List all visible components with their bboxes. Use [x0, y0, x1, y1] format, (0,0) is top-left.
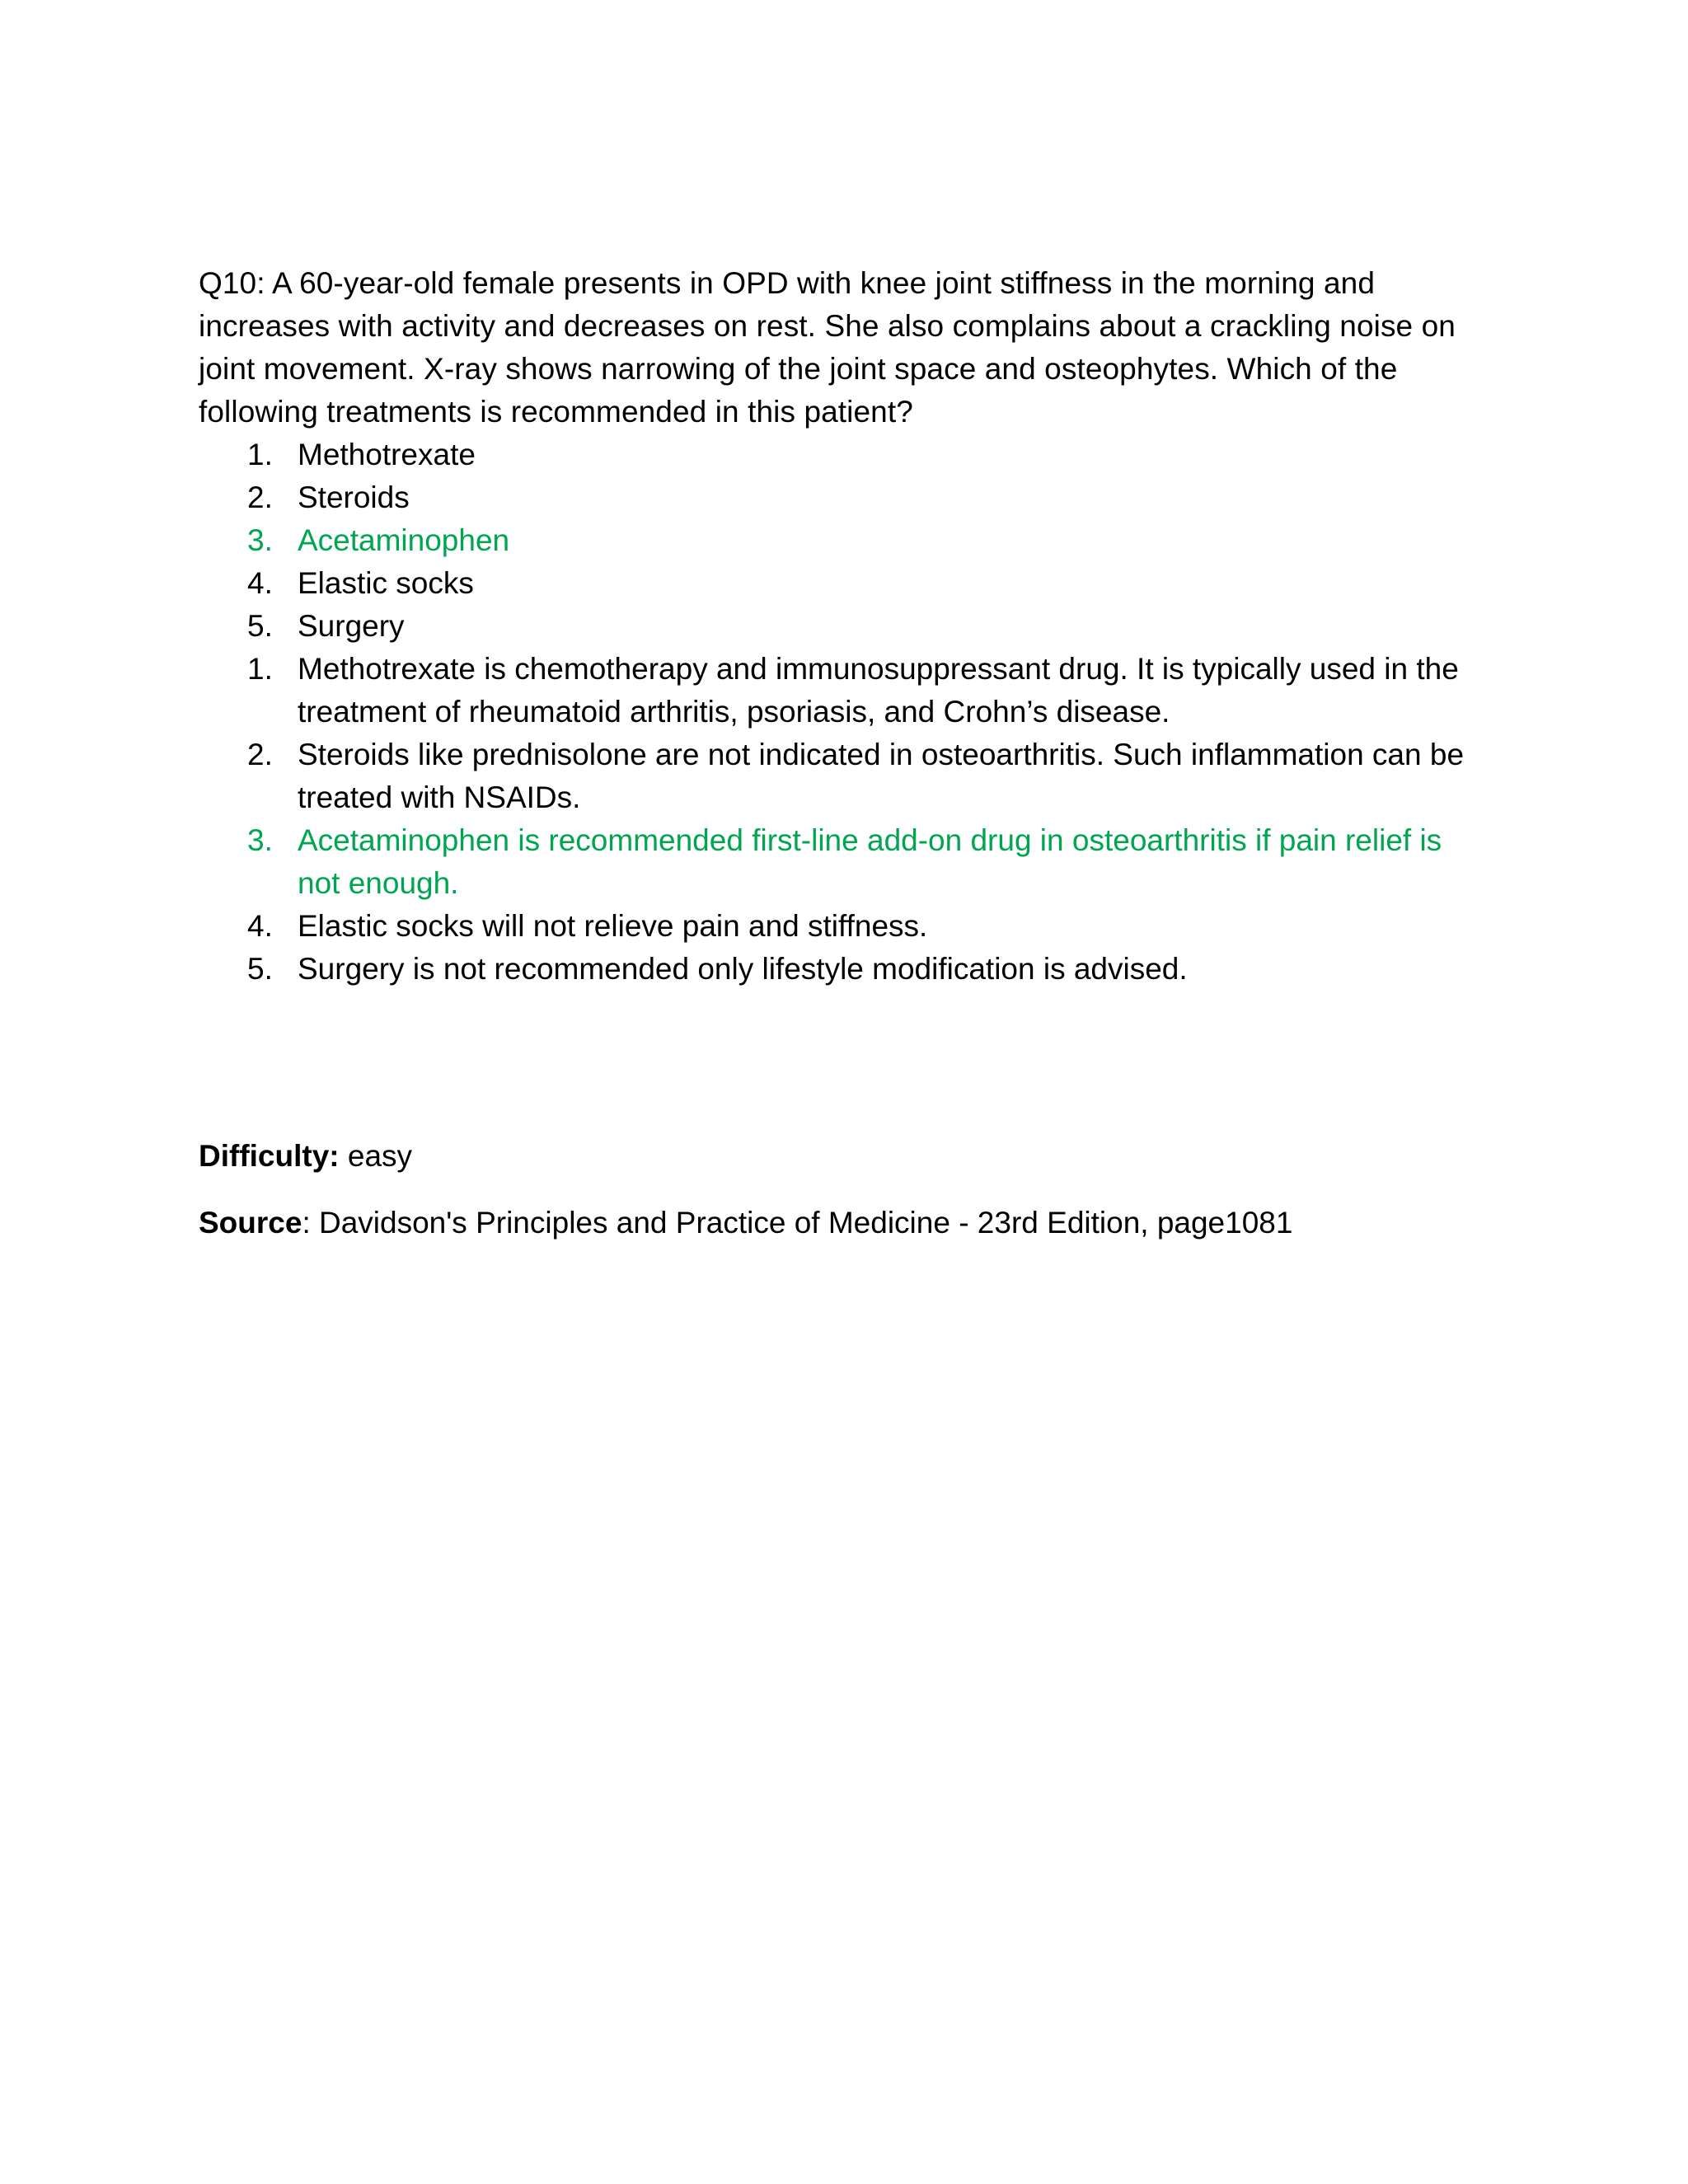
source-label: Source — [199, 1206, 302, 1240]
explanation-text: Methotrexate is chemotherapy and immunosuppressant drug. It is typically used in the treatment of rheumatoid arthritis, psoriasis, and Crohn’s disease. — [298, 652, 1459, 729]
option-text: Elastic socks — [298, 566, 474, 600]
explanations-list — [199, 648, 1484, 991]
explanation-item-1 — [199, 648, 1484, 733]
explanation-number: 1. — [247, 652, 273, 686]
explanation-text: Elastic socks will not relieve pain and stiffness. — [298, 909, 928, 943]
explanation-item-3-correct — [199, 819, 1484, 905]
explanation-number: 2. — [247, 738, 273, 771]
difficulty-label: Difficulty: — [199, 1139, 340, 1173]
difficulty-line — [199, 1135, 1484, 1178]
explanation-number: 4. — [247, 909, 273, 943]
option-number: 2. — [247, 480, 273, 514]
option-number: 3. — [247, 523, 273, 557]
explanation-text: Surgery is not recommended only lifestyle modification is advised. — [298, 952, 1188, 986]
option-text: Methotrexate — [298, 438, 476, 471]
source-line — [199, 1202, 1484, 1244]
source-value: : Davidson's Principles and Practice of Medicine - 23rd Edition, page1081 — [302, 1206, 1293, 1240]
option-text: Acetaminophen — [298, 523, 510, 557]
option-item-2 — [199, 476, 1484, 519]
explanation-number: 3. — [247, 823, 273, 857]
options-list — [199, 434, 1484, 648]
explanation-item-2 — [199, 733, 1484, 819]
explanation-text: Acetaminophen is recommended first-line add-on drug in osteoarthritis if pain relief is not enough. — [298, 823, 1442, 900]
option-number: 5. — [247, 609, 273, 643]
option-item-3-correct — [199, 519, 1484, 562]
option-item-4 — [199, 562, 1484, 605]
question-text: Q10: A 60-year-old female presents in OPD with knee joint stiffness in the morning and increases with activity and decreases on rest. She also complains about a crackling noise on joint movement. X-ray shows narrowing of the joint space and osteophytes. Which of the following treatments is recommended in this patient? — [199, 266, 1456, 429]
option-number: 4. — [247, 566, 273, 600]
option-text: Surgery — [298, 609, 405, 643]
explanation-item-4 — [199, 905, 1484, 948]
option-item-5 — [199, 605, 1484, 648]
difficulty-value: easy — [339, 1139, 413, 1173]
option-item-1 — [199, 434, 1484, 476]
option-number: 1. — [247, 438, 273, 471]
explanation-number: 5. — [247, 952, 273, 986]
option-text: Steroids — [298, 480, 410, 514]
explanation-item-5 — [199, 948, 1484, 991]
explanation-text: Steroids like prednisolone are not indicated in osteoarthritis. Such inflammation can be treated with NSAIDs. — [298, 738, 1465, 814]
question-content — [199, 262, 1484, 1244]
